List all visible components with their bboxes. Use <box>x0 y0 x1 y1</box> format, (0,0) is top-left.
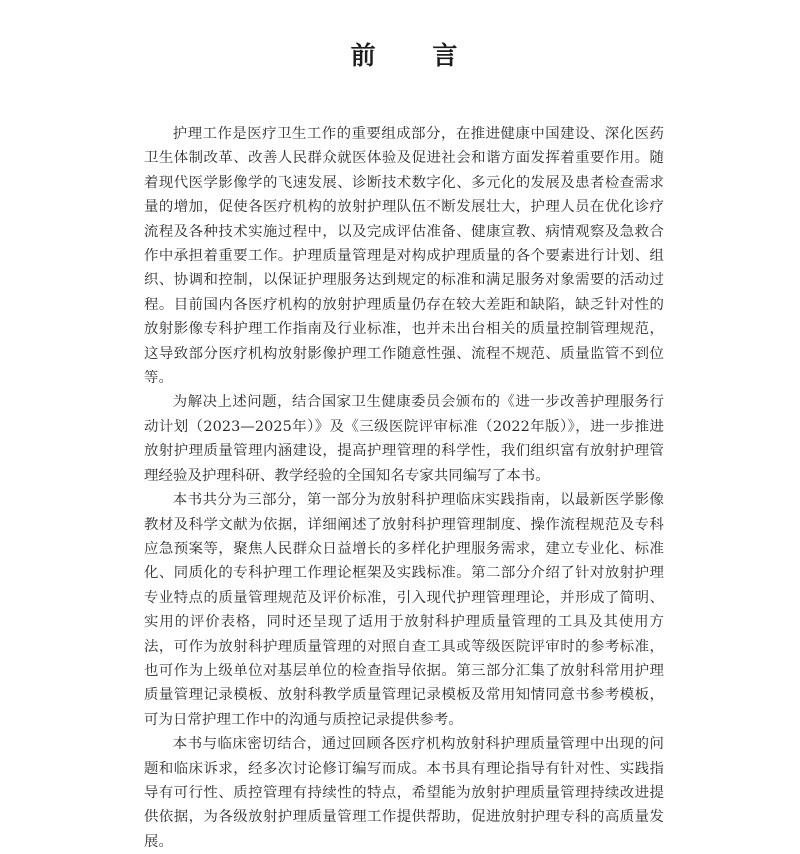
paragraph-2: 为解决上述问题，结合国家卫生健康委员会颁布的《进一步改善护理服务行动计划（2023—2025年）》及《三级医院评审标准（2022年版）》，进一步推进放射护理质量管理内涵建设，提高护理管理的科学性，我们组织富有放射护理管理经验及护理科研、教学经验的全国知名专家共同编写了本书。 <box>144 394 664 484</box>
page-title: 前 言 <box>350 41 482 70</box>
paragraph-4: 本书与临床密切结合，通过回顾各医疗机构放射科护理质量管理中出现的问题和临床诉求，经多次讨论修订编写而成。本书具有理论指导有针对性、实践指导有可行性、质控管理有持续性的特点，希望能为放射护理质量管理持续改进提供依据，为各级放射护理质量管理工作提供帮助，促进放射护理专科的高质量发展。 <box>144 736 664 850</box>
paragraph-3: 本书共分为三部分，第一部分为放射科护理临床实践指南，以最新医学影像教材及科学文献为依据，详细阐述了放射科护理管理制度、操作流程规范及专科应急预案等，聚焦人民群众日益增长的多样化护理服务需求，建立专业化、标准化、同质化的专科护理工作理论框架及实践标准。第二部分介绍了针对放射护理专业特点的质量管理规范及评价标准，引入现代护理管理理论，并形成了简明、实用的评价表格，同时还呈现了适用于放射科护理质量管理的工具及其使用方法，可作为放射科护理质量管理的对照自查工具或等级医院评审时的参考标准，也可作为上级单位对基层单位的检查指导依据。第三部分汇集了放射科常用护理质量管理记录模板、放射科教学质量管理记录模板及常用知情同意书参考模板，可为日常护理工作中的沟通与质控记录提供参考。 <box>144 492 664 728</box>
paragraph-1: 护理工作是医疗卫生工作的重要组成部分，在推进健康中国建设、深化医药卫生体制改革、改善人民群众就医体验及促进社会和谐方面发挥着重要作用。随着现代医学影像学的飞速发展、诊断技术数字化、多元化的发展及患者检查需求量的增加，促使各医疗机构的放射护理队伍不断发展壮大，护理人员在优化诊疗流程及各种技术实施过程中，以及完成评估准备、健康宣教、病情观察及急救合作中承担着重要工作。护理质量管理是对构成护理质量的各个要素进行计划、组织、协调和控制，以保证护理服务达到规定的标准和满足服务对象需要的活动过程。目前国内各医疗机构的放射护理质量仍存在较大差距和缺陷，缺乏针对性的放射影像专科护理工作指南及行业标准，也并未出台相关的质量控制管理规范，这导致部分医疗机构放射影像护理工作随意性强、流程不规范、质量监管不到位等。 <box>144 126 664 387</box>
